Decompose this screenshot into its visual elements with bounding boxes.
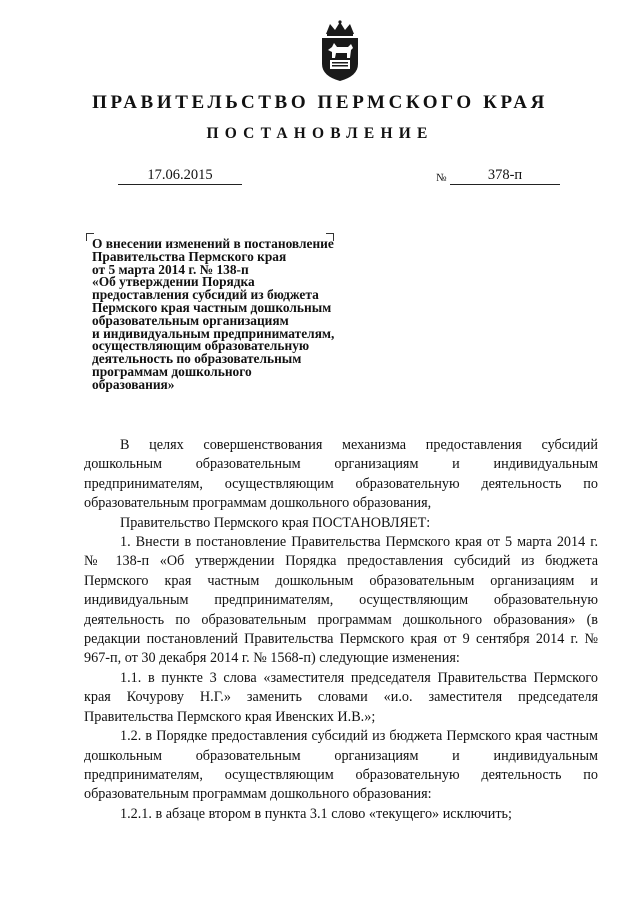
document-number: 378-п xyxy=(450,166,560,185)
subject-line: от 5 марта 2014 г. № 138-п xyxy=(92,261,249,277)
number-sign: № xyxy=(436,172,447,184)
subject-line: программам дошкольного xyxy=(92,363,252,379)
subject-line: предоставления субсидий из бюджета xyxy=(92,287,319,303)
subject-line: Пермского края частным дошкольным xyxy=(92,299,332,315)
government-title: ПРАВИТЕЛЬСТВО ПЕРМСКОГО КРАЯ xyxy=(92,92,548,113)
subject-line: и индивидуальным предпринимателям, xyxy=(92,325,335,341)
document-body xyxy=(84,436,598,824)
body-paragraph-item-1-2: 1.2. в Порядке предоставления субсидий из бюджета Пермского края частным дошкольным образовательным организациям и индивидуальным предпринимателям, осуществляющим образовательную деятельность по образовательным программам дошкольного образования: xyxy=(84,728,598,803)
body-paragraph-item-1-1: 1.1. в пункте 3 слова «заместителя председателя Правительства Пермского края Кочурову Н.Г.» заменить словами «и.о. заместителя председателя Правительства Пермского края Ивенских И.В.»; xyxy=(84,669,598,725)
subject-line: осуществляющим образовательную xyxy=(92,338,310,354)
subject-line: «Об утверждении Порядка xyxy=(92,274,255,290)
body-paragraph-item-1: 1. Внести в постановление Правительства Пермского края от 5 марта 2014 г. № 138-п «Об утверждении Порядка предоставления субсидий из бюджета Пермского края частным дошкольным образовательным организациям и индивидуальным предпринимателям, осуществляющим образовательную деятельность по образовательным программам дошкольного образования» (в редакции постановлений Правительства Пермского края от 9 сентября 2014 г. № 967-п, от 30 декабря 2014 г. № 1568-п) следующие изменения: xyxy=(84,534,598,667)
subject-line: образования» xyxy=(92,376,175,392)
document-type: ПОСТАНОВЛЕНИЕ xyxy=(206,125,434,142)
subject-line: О внесении изменений в постановление xyxy=(92,236,334,251)
document-subject xyxy=(92,238,392,392)
subject-line: деятельность по образовательным xyxy=(92,351,302,367)
body-paragraph-resolves: Правительство Пермского края ПОСТАНОВЛЯЕТ: xyxy=(120,514,431,531)
document-date: 17.06.2015 xyxy=(118,166,242,185)
body-paragraph-item-1-2-1: 1.2.1. в абзаце втором в пункта 3.1 слово «текущего» исключить; xyxy=(120,805,512,822)
body-paragraph-preamble: В целях совершенствования механизма предоставления субсидий дошкольным образовательным организациям и индивидуальным предпринимателям, осуществляющим образовательную деятельность по образовательным программам дошкольного образования, xyxy=(84,437,598,512)
subject-line: образовательным организациям xyxy=(92,312,289,328)
perm-krai-coat-of-arms-icon xyxy=(318,20,362,82)
subject-line: Правительства Пермского края xyxy=(92,248,287,264)
